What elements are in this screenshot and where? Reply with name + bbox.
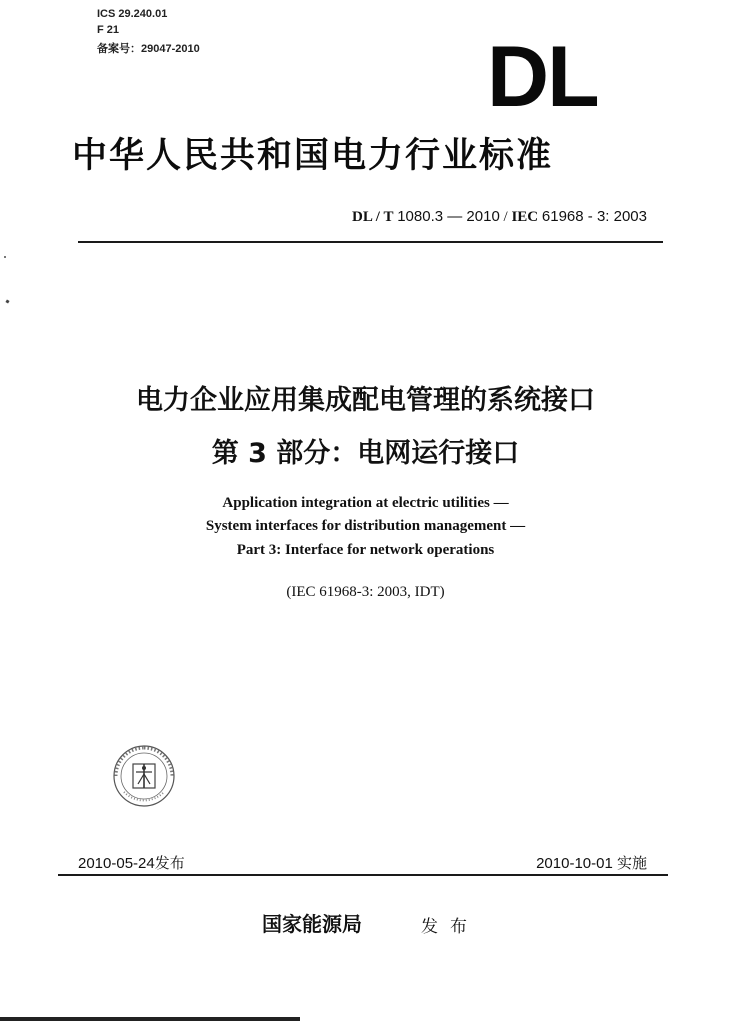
release-date: 2010-05-24发布 <box>78 855 185 872</box>
standard-code-separator: / <box>503 209 508 225</box>
ccs-code: F 21 <box>97 24 120 36</box>
iec-number: 61968 - 3: 2003 <box>541 208 647 225</box>
iec-prefix: IEC <box>511 209 539 225</box>
adoption-reference: (IEC 61968-3: 2003, IDT) <box>286 584 445 600</box>
standard-code-number: 1080.3 — 2010 <box>397 208 500 225</box>
record-number: 备案号：29047-2010 <box>97 43 200 55</box>
issuer-action: 发布 <box>421 917 479 937</box>
dl-logo: DL <box>487 29 598 125</box>
standard-number <box>352 208 647 226</box>
english-title-line-1: Application integration at electric utilities — <box>222 495 509 511</box>
english-title-line-3: Part 3: Interface for network operations <box>236 542 495 558</box>
chinese-title-line-1: 电力企业应用集成配电管理的系统接口 <box>136 385 595 416</box>
scan-speck <box>4 256 6 258</box>
chinese-title-line-2: 第 3 部分：电网运行接口 <box>211 438 520 469</box>
english-title-line-2: System interfaces for distribution management — <box>205 518 526 534</box>
standard-category-title: 中华人民共和国电力行业标准 <box>72 135 554 176</box>
standard-code-prefix: DL / T <box>352 209 394 225</box>
bottom-divider <box>58 874 668 876</box>
scan-edge-line <box>0 1017 300 1021</box>
ics-code: ICS 29.240.01 <box>97 8 168 20</box>
publisher-seal-icon <box>112 744 176 808</box>
top-divider <box>78 241 663 243</box>
scan-speck <box>5 299 9 303</box>
effective-date: 2010-10-01 实施 <box>536 855 647 872</box>
issuer-name: 国家能源局 <box>262 912 362 936</box>
